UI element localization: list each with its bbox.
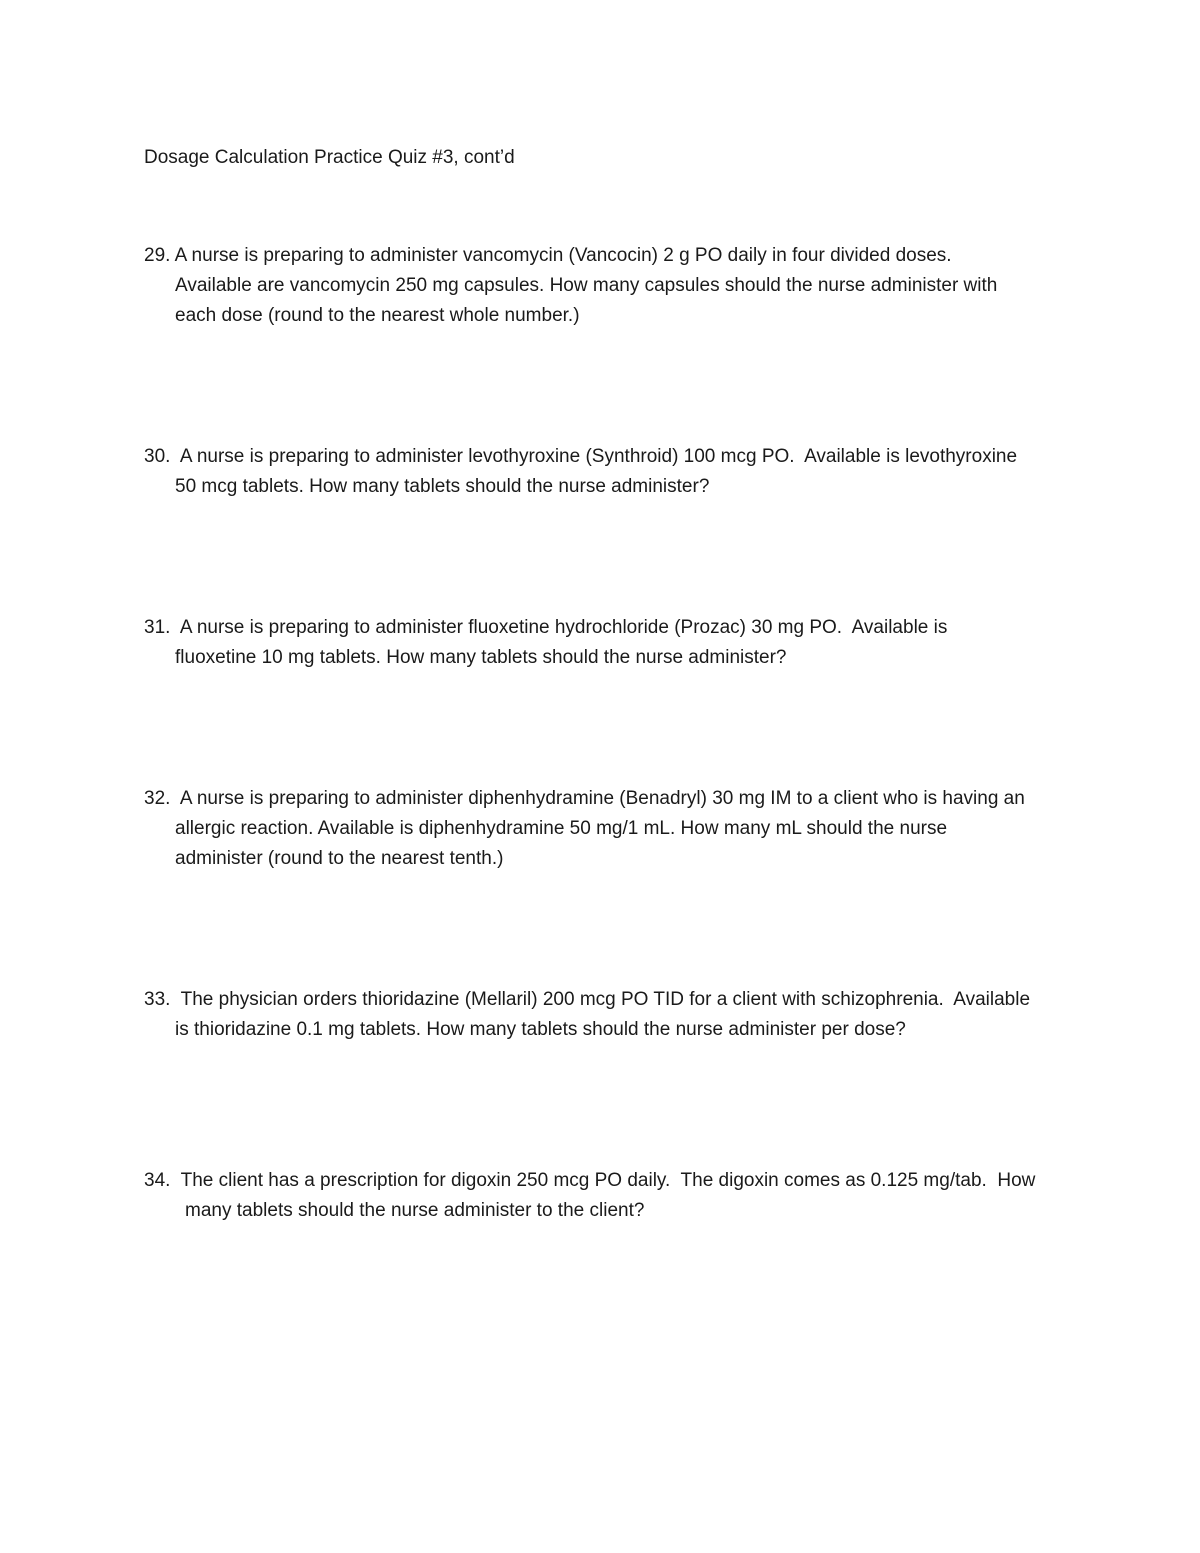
document-title: Dosage Calculation Practice Quiz #3, cont’d	[144, 147, 515, 168]
question-line: each dose (round to the nearest whole number.)	[175, 305, 580, 326]
question-32	[144, 784, 1074, 874]
question-text: A nurse is preparing to administer vancomycin (Vancocin) 2 g PO daily in four divided doses.	[170, 245, 952, 266]
question-line: many tablets should the nurse administer to the client?	[185, 1200, 645, 1221]
question-text: The client has a prescription for digoxin 250 mcg PO daily. The digoxin comes as 0.125 mg/tab. How	[170, 1170, 1036, 1191]
question-29	[144, 241, 1074, 331]
question-line: 50 mcg tablets. How many tablets should the nurse administer?	[175, 476, 710, 497]
question-line: fluoxetine 10 mg tablets. How many tablets should the nurse administer?	[175, 647, 787, 668]
question-number: 31.	[144, 617, 171, 638]
question-line: Available are vancomycin 250 mg capsules. How many capsules should the nurse administer with	[175, 275, 998, 296]
question-line	[144, 784, 1074, 814]
question-line	[144, 985, 1074, 1015]
question-30	[144, 442, 1074, 502]
question-text: The physician orders thioridazine (Mellaril) 200 mcg PO TID for a client with schizophrenia. Available	[170, 989, 1031, 1010]
question-text: A nurse is preparing to administer fluoxetine hydrochloride (Prozac) 30 mg PO. Available is	[170, 617, 948, 638]
question-31	[144, 613, 1074, 673]
question-line: administer (round to the nearest tenth.)	[175, 848, 504, 869]
question-number: 30.	[144, 446, 171, 467]
question-line	[144, 1166, 1074, 1196]
question-line	[144, 241, 1074, 271]
question-number: 32.	[144, 788, 171, 809]
question-number: 33.	[144, 989, 171, 1010]
question-34	[144, 1166, 1074, 1226]
question-33	[144, 985, 1074, 1045]
question-line	[144, 442, 1074, 472]
question-text: A nurse is preparing to administer diphenhydramine (Benadryl) 30 mg IM to a client who is having an	[170, 788, 1025, 809]
question-number: 29.	[144, 245, 171, 266]
question-line: allergic reaction. Available is diphenhydramine 50 mg/1 mL. How many mL should the nurse	[175, 818, 948, 839]
question-line: is thioridazine 0.1 mg tablets. How many tablets should the nurse administer per dose?	[175, 1019, 906, 1040]
question-line	[144, 613, 1074, 643]
question-number: 34.	[144, 1170, 171, 1191]
question-text: A nurse is preparing to administer levothyroxine (Synthroid) 100 mcg PO. Available is levothyroxine	[170, 446, 1018, 467]
